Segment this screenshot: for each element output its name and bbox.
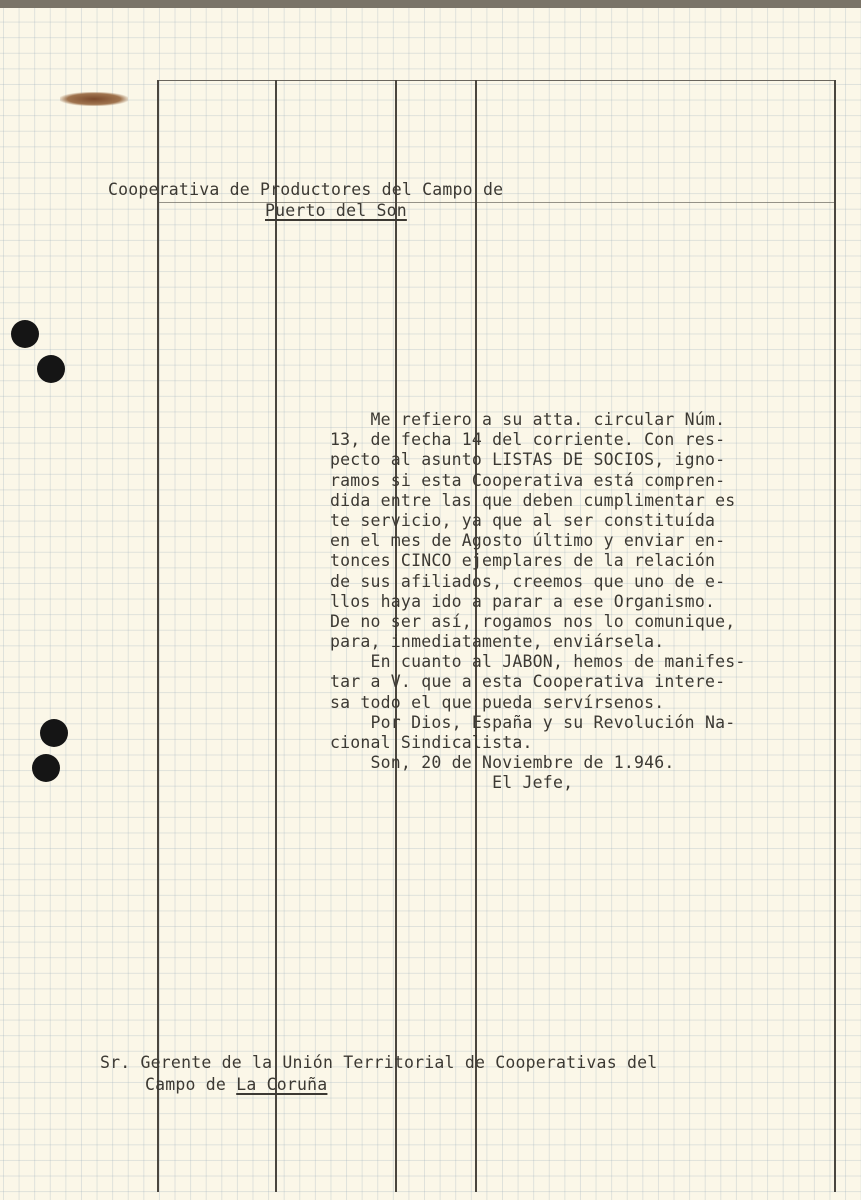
addressee-line: Sr. Gerente de la Unión Territorial de Cooperativas del (100, 1053, 658, 1072)
letter-body (330, 410, 746, 794)
addressee-city: La Coruña (236, 1075, 328, 1094)
body-line: cional Sindicalista. (330, 733, 533, 752)
ledger-column-rule (157, 80, 159, 1192)
body-line: dida entre las que deben cumplimentar es (330, 490, 736, 510)
punch-hole (11, 320, 39, 348)
body-line: llos haya ido a parar a ese Organismo. (330, 591, 716, 611)
ledger-top-rule (157, 80, 835, 81)
rust-stain (60, 92, 128, 106)
ledger-column-rule (834, 80, 836, 1192)
body-line: tonces CINCO ejemplares de la relación (330, 551, 716, 571)
body-line: pecto al asunto LISTAS DE SOCIOS, igno- (330, 450, 726, 470)
body-line: En cuanto al JABON, hemos de manifes- (330, 652, 746, 672)
sender-name: Cooperativa de Productores del Campo de (108, 180, 504, 199)
signature-title: El Jefe, (330, 773, 574, 793)
body-line: para, inmediatamente, enviársela. (330, 632, 665, 652)
ledger-column-rule (275, 80, 277, 1192)
body-line: de sus afiliados, creemos que uno de e- (330, 571, 726, 591)
body-line: en el mes de Agosto último y enviar en- (330, 531, 726, 551)
punch-hole (32, 754, 60, 782)
body-line: tar a V. que a esta Cooperativa intere- (330, 672, 726, 692)
addressee-location-text: Campo de (145, 1075, 237, 1094)
closing-date: Son, 20 de Noviembre de 1.946. (330, 753, 675, 773)
body-line: Me refiero a su atta. circular Núm. (330, 410, 726, 429)
body-line: sa todo el que pueda servírsenos. (330, 692, 665, 712)
ledger-header-rule (157, 202, 835, 203)
body-line: te servicio, ya que al ser constituída (330, 510, 716, 530)
body-line: Por Dios, España y su Revolución Na- (330, 712, 736, 732)
page-top-edge (0, 0, 861, 8)
punch-hole (40, 719, 68, 747)
addressee-location (145, 1075, 327, 1095)
punch-hole (37, 355, 65, 383)
body-line: De no ser así, rogamos nos lo comunique, (330, 611, 736, 631)
body-line: 13, de fecha 14 del corriente. Con res- (330, 430, 726, 450)
sender-location: Puerto del Son (265, 201, 407, 220)
body-line: ramos si esta Cooperativa está compren- (330, 470, 726, 490)
